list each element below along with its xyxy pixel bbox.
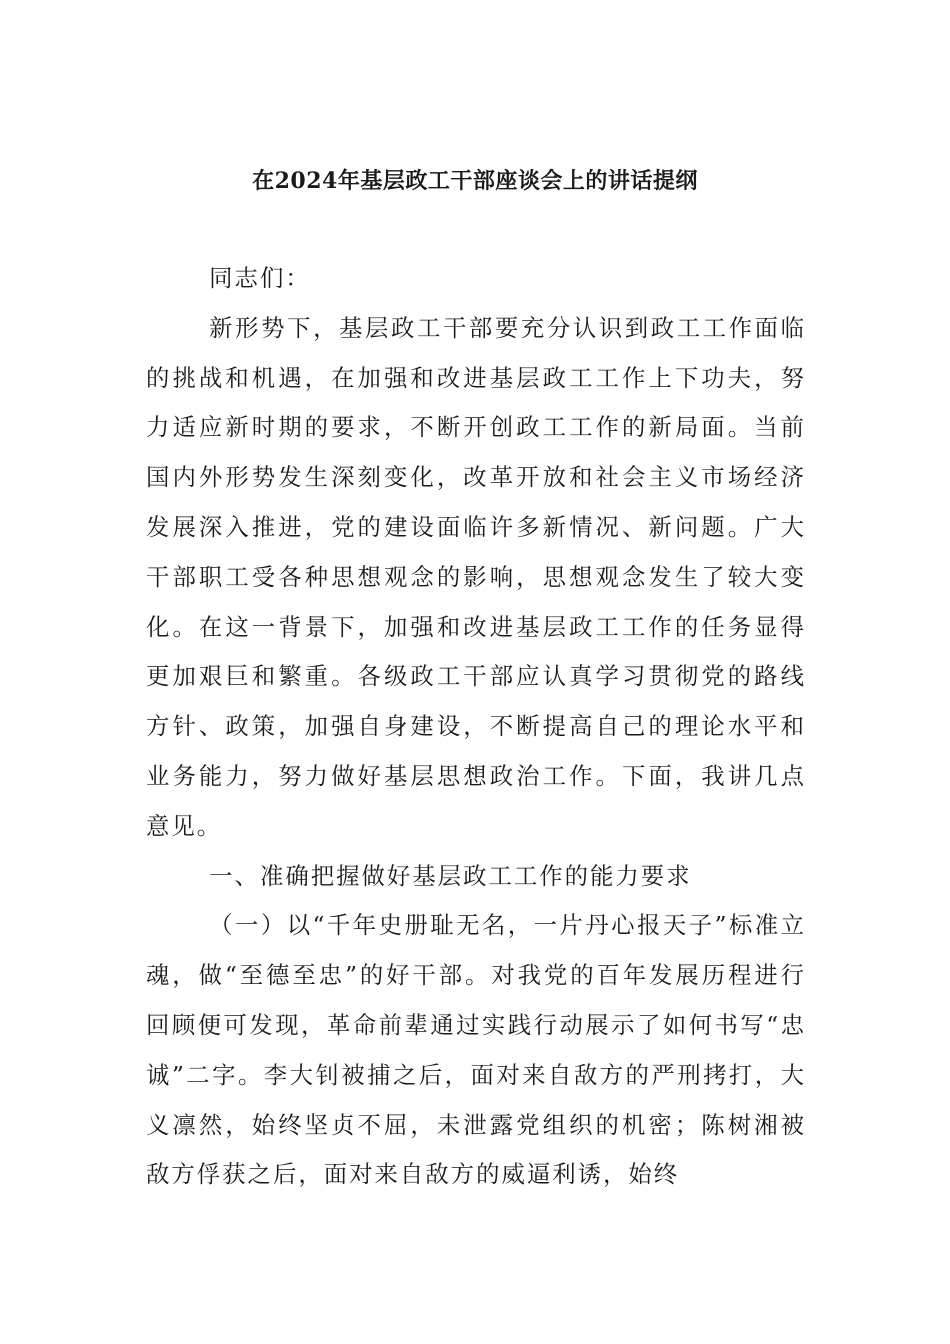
salutation-paragraph: 同志们： xyxy=(209,264,311,292)
document-body xyxy=(146,254,806,1200)
document-title: 在2024年基层政工干部座谈会上的讲话提纲 xyxy=(252,168,698,194)
intro-paragraph: 新形势下，基层政工干部要充分认识到政工工作面临的挑战和机遇，在加强和改进基层政工工作上下功夫，努力适应新时期的要求，不断开创政工工作的新局面。当前国内外形势发生深刻变化，改革开放和社会主义市场经济发展深入推进，党的建设面临许多新情况、新问题。广大干部职工受各种思想观念的影响，思想观念发生了较大变化。在这一背景下，加强和改进基层政工工作的任务显得更加艰巨和繁重。各级政工干部应认真学习贯彻党的路线方针、政策，加强自身建设，不断提高自己的理论水平和业务能力，努力做好基层思想政治工作。下面，我讲几点意见。 xyxy=(146,313,806,840)
section-heading-1: 一、准确把握做好基层政工工作的能力要求 xyxy=(209,861,692,890)
subsection-paragraph-1: （一）以“千年史册耻无名，一片丹心报天子”标准立魂，做“至德至忠”的好干部。对我党的百年发展历程进行回顾便可发现，革命前辈通过实践行动展示了如何书写“忠诚”二字。李大钊被捕之后，面对来自敌方的严刑拷打，大义凛然，始终坚贞不屈，未泄露党组织的机密；陈树湘被敌方俘获之后，面对来自敌方的威逼利诱，始终 xyxy=(146,911,806,1189)
